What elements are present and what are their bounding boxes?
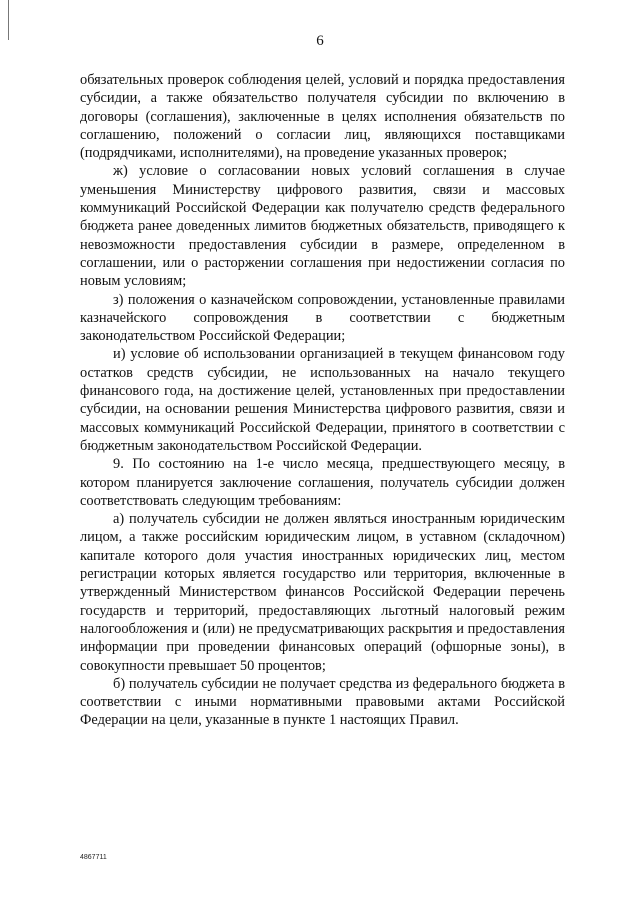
paragraph-continuation: обязательных проверок соблюдения целей, условий и порядка предоставления субсидии, а также обязательство получателя субсидии по включению в договоры (соглашения), заключенные в целях исполнения обязательств по соглашению, положений о согласии лиц, являющихся поставщиками (подрядчиками, исполнителями), на проведение указанных проверок; xyxy=(80,72,565,162)
paragraph-clause-9: 9. По состоянию на 1-е число месяца, предшествующего месяцу, в котором планируется заключение соглашения, получатель субсидии должен соответствовать следующим требованиям: xyxy=(80,456,565,509)
paragraph-item-z: з) положения о казначейском сопровождении, установленные правилами казначейского сопровождения в соответствии с бюджетным законодательством Российской Федерации; xyxy=(80,291,565,345)
document-id: 4867711 xyxy=(80,854,107,861)
paragraph-item-zh: ж) условие о согласовании новых условий соглашения в случае уменьшения Министерству цифрового развития, связи и массовых коммуникаций Российской Федерации как получателю средств федерального бюджета ранее доведенных лимитов бюджетных обязательств, приводящего к невозможности предоставления субсидии в размере, определенном в соглашении, или о расторжении соглашения при недостижении согласия по новым условиям; xyxy=(80,163,565,290)
paragraph-item-i: и) условие об использовании организацией в текущем финансовом году остатков средств субсидии, не использованных на начало текущего финансового года, на достижение целей, установленных при предоставлении субсидии, на основании решения Министерства цифрового развития, связи и массовых коммуникаций Российской Федерации, принятого в соответствии с бюджетным законодательством Российской Федерации. xyxy=(80,346,565,454)
paragraph-item-a: а) получатель субсидии не должен являться иностранным юридическим лицом, а также российским юридическим лицом, в уставном (складочном) капитале которого доля участия иностранных юридических лиц, местом регистрации которых является государство или территория, включенные в утвержденный Министерством финансов Российской Федерации перечень государств и территорий, предоставляющих льготный налоговый режим налогообложения и (или) не предусматривающих раскрытия и предоставления информации при проведении финансовых операций (офшорные зоны), в совокупности превышает 50 процентов; xyxy=(80,511,565,674)
page-number: 6 xyxy=(316,33,324,49)
document-body xyxy=(80,71,565,730)
paragraph-item-b: б) получатель субсидии не получает средства из федерального бюджета в соответствии с иными нормативными правовыми актами Российской Федерации на цели, указанные в пункте 1 настоящих Правил. xyxy=(80,675,565,729)
